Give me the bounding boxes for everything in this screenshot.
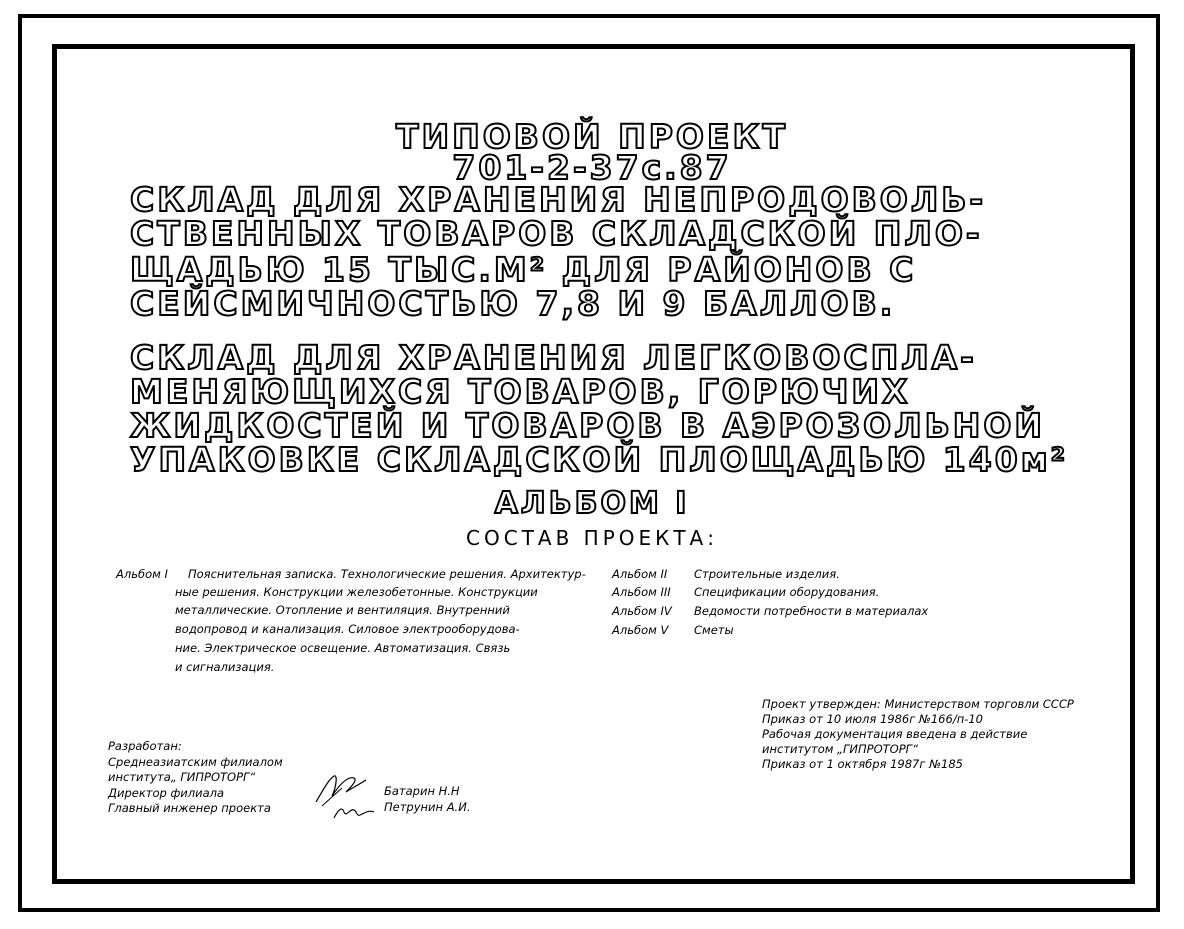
title2-line3: ЖИДКОСТЕЙ И ТОВАРОВ В АЭРОЗОЛЬНОЙ (130, 406, 1046, 445)
signature-engineer (332, 800, 376, 824)
title2-line1: СКЛАД ДЛЯ ХРАНЕНИЯ ЛЕГКОВОСПЛА- (130, 338, 977, 377)
album-item-text: Ведомости потребности в материалах (694, 604, 929, 618)
album-item-text: Строительные изделия. (694, 567, 840, 581)
album-item-label: Альбом II (612, 567, 668, 581)
title2-line2: МЕНЯЮЩИХСЯ ТОВАРОВ, ГОРЮЧИХ (130, 372, 911, 411)
approval-line: Рабочая документация введена в действие (762, 727, 1028, 741)
album-item-text: Сметы (694, 623, 734, 637)
album1-line: ние. Электрическое освещение. Автоматизация. Связь (175, 641, 511, 655)
approval-line: Приказ от 10 июля 1986г №166/п-10 (762, 712, 983, 726)
album1-line: ные решения. Конструкции железобетонные. Конструкции (175, 585, 538, 599)
album-item-label: Альбом III (612, 585, 671, 599)
title1-line3: ЩАДЬЮ 15 ТЫС.М² ДЛЯ РАЙОНОВ С (130, 250, 917, 289)
signatory-name: Петрунин А.И. (384, 800, 471, 814)
approval-line: Проект утвержден: Министерством торговли СССР (762, 697, 1074, 711)
signatory-name: Батарин Н.Н (384, 784, 460, 798)
developer-line: Разработан: (108, 739, 182, 753)
developer-line: института„ ГИПРОТОРГ“ (108, 770, 256, 784)
album-title: АЛЬБОМ I (494, 486, 690, 521)
title2-line4: УПАКОВКЕ СКЛАДСКОЙ ПЛОЩАДЬЮ 140м² (130, 440, 1069, 479)
project-type-title: ТИПОВОЙ ПРОЕКТ (396, 117, 788, 156)
title1-line1: СКЛАД ДЛЯ ХРАНЕНИЯ НЕПРОДОВОЛЬ- (130, 180, 987, 219)
project-number: 701-2-37с.87 (452, 148, 732, 187)
album1-line: водопровод и канализация. Силовое электрооборудова- (175, 622, 520, 636)
developer-line: Директор филиала (108, 786, 225, 800)
developer-line: Среднеазиатским филиалом (108, 755, 283, 769)
approval-line: институтом „ГИПРОТОРГ“ (762, 742, 919, 756)
title1-line2: СТВЕННЫХ ТОВАРОВ СКЛАДСКОЙ ПЛО- (130, 214, 983, 253)
album-item-label: Альбом IV (612, 604, 672, 618)
album-item-text: Спецификации оборудования. (694, 585, 880, 599)
album1-label: Альбом I (116, 567, 168, 581)
approval-line: Приказ от 1 октября 1987г №185 (762, 757, 963, 771)
composition-heading: СОСТАВ ПРОЕКТА: (466, 526, 718, 550)
title1-line4: СЕЙСМИЧНОСТЬЮ 7,8 И 9 БАЛЛОВ. (130, 284, 896, 323)
album-item-label: Альбом V (612, 623, 669, 637)
album1-line: и сигнализация. (175, 660, 275, 674)
album1-line: металлические. Отопление и вентиляция. Внутренний (175, 603, 510, 617)
developer-line: Главный инженер проекта (108, 801, 271, 815)
album1-line: Пояснительная записка. Технологические решения. Архитектур- (188, 567, 586, 581)
